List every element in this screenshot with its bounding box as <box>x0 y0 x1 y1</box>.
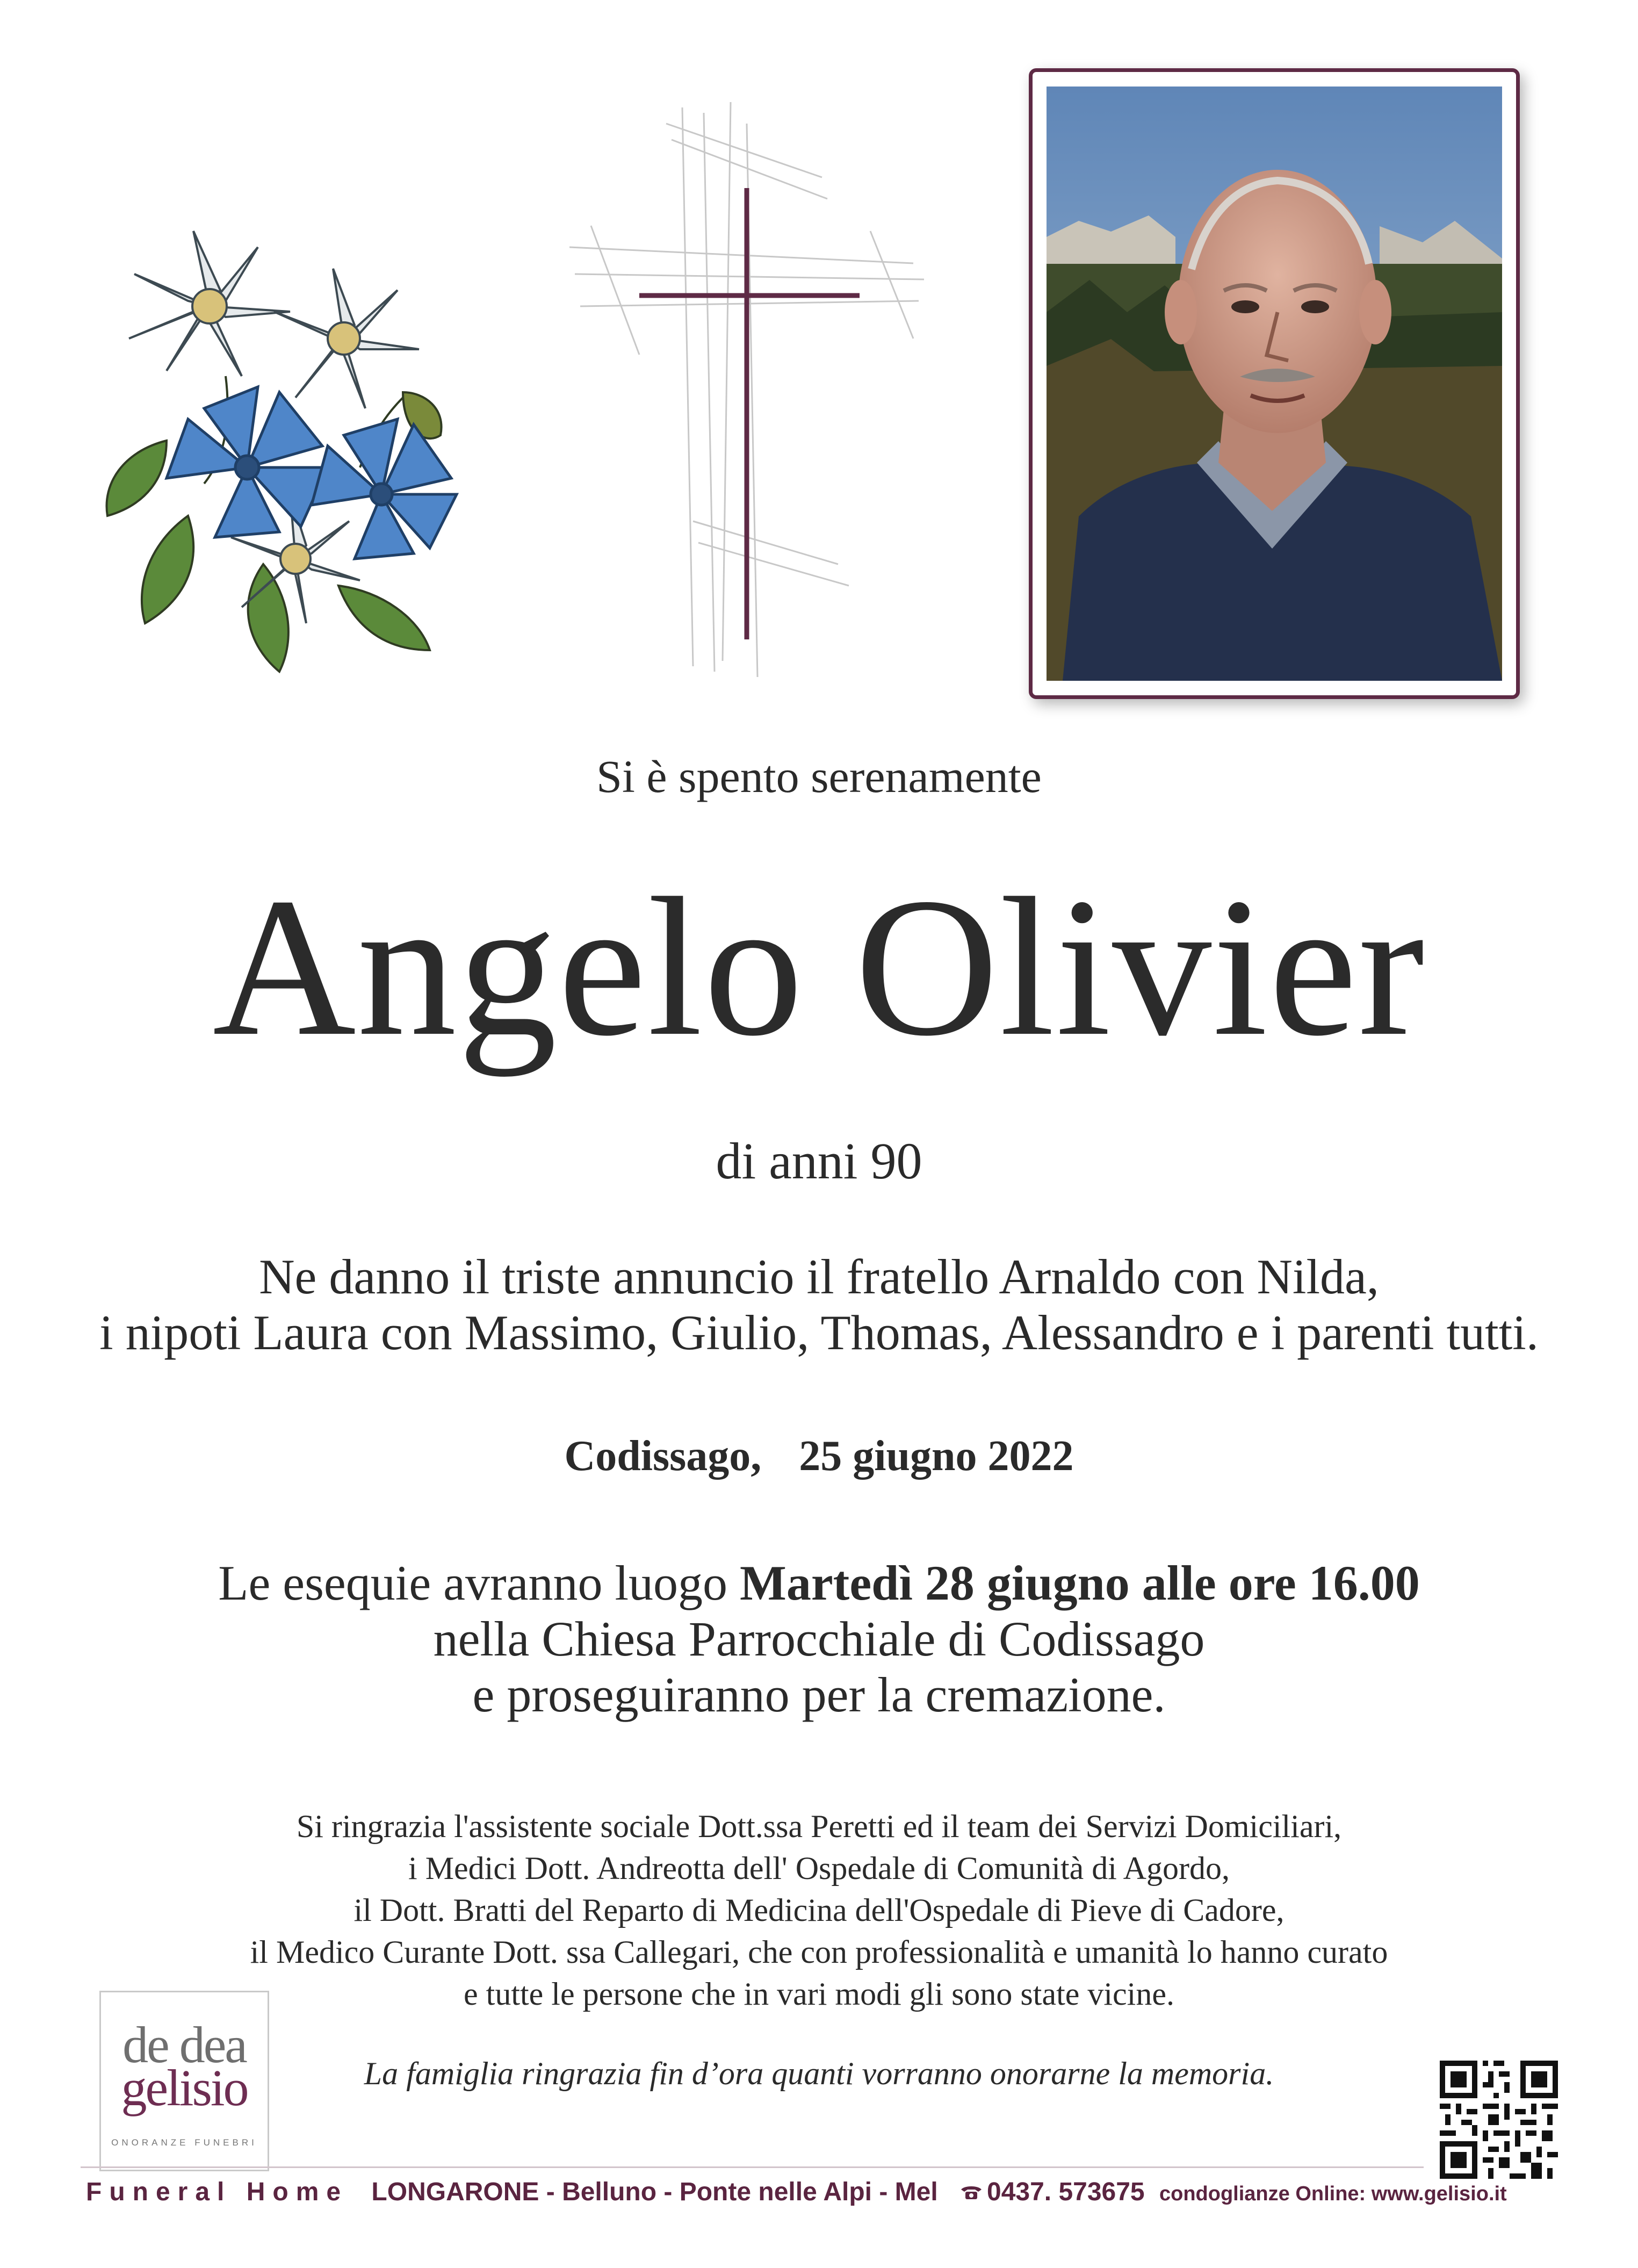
place: Codissago, <box>564 1432 762 1480</box>
logo-line-1: de dea <box>122 2016 246 2073</box>
footer-website[interactable]: condoglianze Online: www.gelisio.it <box>1159 2183 1507 2205</box>
footer-label: Funeral Home <box>86 2178 349 2206</box>
thanks-line: il Medico Curante Dott. ssa Callegari, che con professionalità e umanità lo hanno curato <box>250 1934 1388 1970</box>
announcement <box>0 1249 1638 1361</box>
thanks-line: i Medici Dott. Andreotta dell' Ospedale di Comunità di Agordo, <box>408 1851 1230 1886</box>
funeral-prefix: Le esequie avranno luogo <box>218 1556 740 1610</box>
age: di anni 90 <box>716 1132 922 1190</box>
footer <box>86 2177 1569 2207</box>
funeral-datetime: Martedì 28 giugno alle ore 16.00 <box>740 1556 1420 1610</box>
thanks-line: e tutte le persone che in vari modi gli sono state vicine. <box>464 1976 1174 2012</box>
footer-phone[interactable]: 0437. 573675 <box>987 2178 1145 2206</box>
place-date <box>0 1432 1638 1481</box>
deceased-name: Angelo Olivier <box>212 857 1426 1077</box>
phone-icon <box>959 2177 984 2193</box>
thanks-line: il Dott. Bratti del Reparto di Medicina dell'Ospedale di Pieve di Cadore, <box>353 1892 1285 1928</box>
funeral-line-3: e proseguiranno per la cremazione. <box>472 1667 1166 1722</box>
announcement-line: Ne danno il triste annuncio il fratello Arnaldo con Nilda, <box>259 1249 1379 1304</box>
thanks-line: Si ringrazia l'assistente sociale Dott.ssa Peretti ed il team dei Servizi Domiciliari, <box>296 1809 1342 1844</box>
funeral-info <box>0 1556 1638 1723</box>
qr-code-icon[interactable] <box>1440 2061 1558 2179</box>
footer-locations: LONGARONE - Belluno - Ponte nelle Alpi - Mel <box>371 2178 938 2206</box>
company-logo <box>99 1991 269 2171</box>
footer-divider <box>81 2166 1424 2168</box>
announcement-line: i nipoti Laura con Massimo, Giulio, Thomas, Alessandro e i parenti tutti. <box>99 1305 1539 1360</box>
thanks-paragraph <box>0 1805 1638 2015</box>
funeral-line-1 <box>0 1556 1638 1611</box>
subtitle: Si è spento serenamente <box>596 751 1042 802</box>
date: 25 giugno 2022 <box>799 1432 1074 1480</box>
flower-bouquet-icon <box>102 215 489 688</box>
closing-line: La famiglia ringrazia fin d’ora quanti vorranno onorarne la memoria. <box>364 2056 1274 2091</box>
logo-line-3: ONORANZE FUNEBRI <box>111 2137 257 2148</box>
funeral-line-2: nella Chiesa Parrocchiale di Codissago <box>433 1611 1205 1666</box>
cross-icon <box>569 102 924 677</box>
logo-line-2: gelisio <box>121 2059 248 2116</box>
portrait-photo <box>1029 68 1520 699</box>
